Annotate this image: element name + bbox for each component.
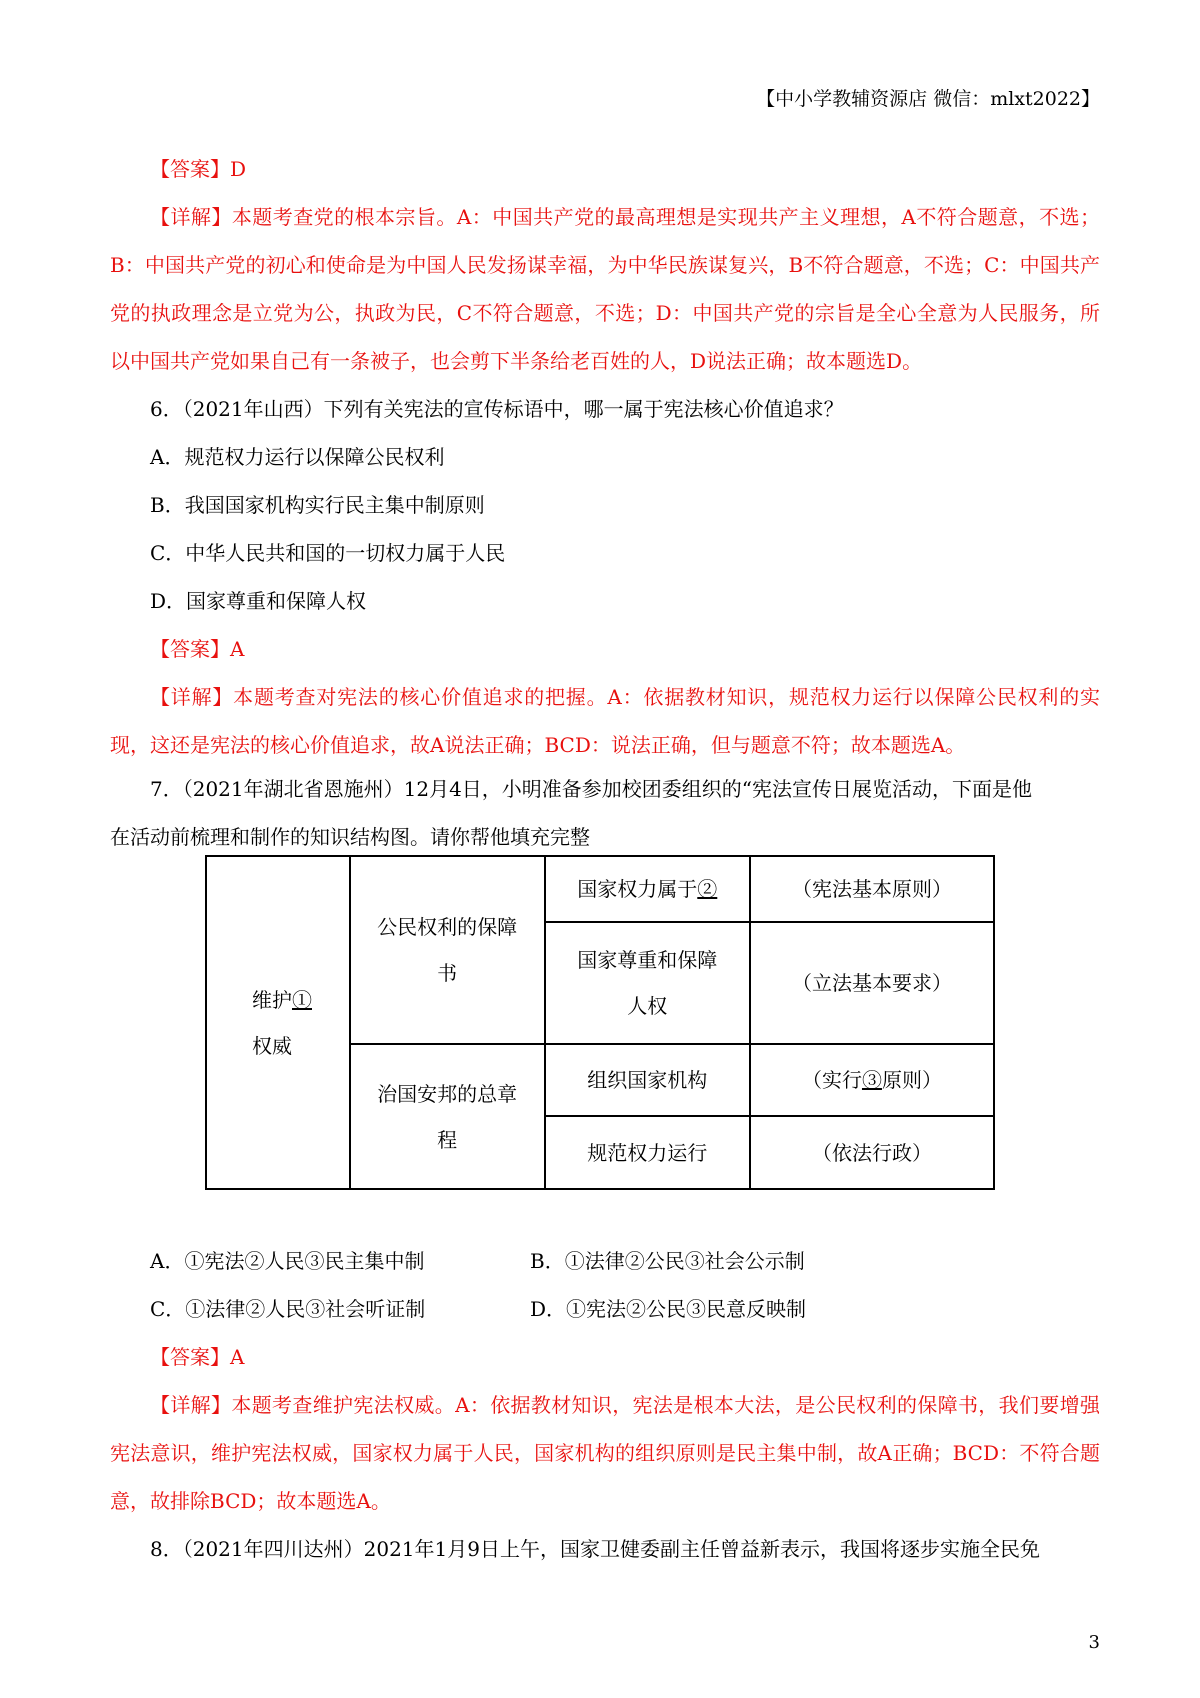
q6-option-c: C．中华人民共和国的一切权力属于人民	[150, 541, 506, 565]
q6-option-d: D．国家尊重和保障人权	[150, 589, 367, 613]
detail-tag: 【详解】	[150, 205, 232, 229]
detail-tag: 【详解】	[150, 685, 234, 709]
root-line1: 维护①	[252, 987, 312, 1012]
q7-stem-line1: 7．（2021年湖北省恩施州）12月4日，小明准备参加校团委组织的“宪法宣传日展览活动，下面是他	[150, 777, 1033, 801]
group-cell-1: 公民权利的保障书	[350, 856, 545, 1044]
row1-item: 国家权力属于②	[545, 856, 750, 922]
question-7-stem	[110, 765, 1100, 861]
q5-answer	[110, 145, 1100, 193]
answer-value: A	[230, 637, 245, 661]
q5-answer-block	[110, 145, 1100, 385]
q8-stem: 8．（2021年四川达州）2021年1月9日上午，国家卫健委副主任曾益新表示，我国将逐步实施全民免	[150, 1537, 1040, 1561]
row1-note: （宪法基本原则）	[750, 856, 994, 922]
answer-tag: 【答案】	[150, 157, 230, 181]
knowledge-structure-table	[205, 855, 995, 1190]
detail-text: 本题考查对宪法的核心价值追求的把握。A：依据教材知识，规范权力运行以保障公民权利的实现，这还是宪法的核心价值追求，故A说法正确；BCD：说法正确，但与题意不符；故本题选A。	[110, 685, 1101, 757]
answer-value: A	[230, 1345, 245, 1369]
q7-option-d: D．①宪法②公民③民意反映制	[530, 1297, 807, 1321]
answer-tag: 【答案】	[150, 637, 230, 661]
answer-tag: 【答案】	[150, 1345, 230, 1369]
root-line2: 权威	[252, 1033, 292, 1058]
row3-note: （实行③原则）	[750, 1044, 994, 1116]
blank-2: ②	[697, 877, 718, 901]
row2-note: （立法基本要求）	[750, 922, 994, 1044]
q7-detail	[110, 1381, 1100, 1525]
q7-answer	[110, 1333, 1100, 1381]
q7-option-c: C．①法律②人民③社会听证制	[150, 1297, 426, 1321]
q7-option-a: A．①宪法②人民③民主集中制	[150, 1249, 425, 1273]
q6-detail	[110, 673, 1100, 769]
page-number: 3	[1088, 1632, 1100, 1653]
row2-item: 国家尊重和保障人权	[545, 922, 750, 1044]
detail-text: 本题考查党的根本宗旨。A：中国共产党的最高理想是实现共产主义理想，A不符合题意，不选；B：中国共产党的初心和使命是为中国人民发扬谋幸福，为中华民族谋复兴，B不符合题意，不选；C：中国共产党的执政理念是立党为公，执政为民，C不符合题意，不选；D：中国共产党的宗旨是全心全意为人民服务，所以中国共产党如果自己有一条被子，也会剪下半条给老百姓的人，D说法正确；故本题选D。	[110, 205, 1101, 373]
question-6	[110, 385, 1100, 769]
q7-answer-block	[110, 1333, 1100, 1525]
group-cell-2: 治国安邦的总章程	[350, 1044, 545, 1189]
table-root-cell	[206, 856, 350, 1189]
row4-item: 规范权力运行	[545, 1116, 750, 1189]
blank-3: ③	[861, 1068, 882, 1092]
blank-1: ①	[292, 987, 312, 1012]
row3-item: 组织国家机构	[545, 1044, 750, 1116]
row4-note: （依法行政）	[750, 1116, 994, 1189]
q7-stem-line2: 在活动前梳理和制作的知识结构图。请你帮他填充完整	[110, 825, 590, 849]
page-header: 【中小学教辅资源店 微信：mlxt2022】	[756, 88, 1100, 110]
detail-text: 本题考查维护宪法权威。A：依据教材知识，宪法是根本大法，是公民权利的保障书，我们要增强宪法意识，维护宪法权威，国家权力属于人民，国家机构的组织原则是民主集中制，故A正确；BCD：不符合题意，故排除BCD；故本题选A。	[110, 1393, 1100, 1513]
q6-option-a: A．规范权力运行以保障公民权利	[150, 445, 445, 469]
q6-answer	[110, 625, 1100, 673]
q7-option-b: B．①法律②公民③社会公示制	[530, 1249, 805, 1273]
answer-value: D	[230, 157, 247, 181]
q6-stem: 6．（2021年山西）下列有关宪法的宣传标语中，哪一属于宪法核心价值追求？	[150, 397, 844, 421]
question-8	[110, 1525, 1100, 1573]
detail-tag: 【详解】	[150, 1393, 232, 1417]
q5-detail	[110, 193, 1100, 385]
q6-option-b: B．我国国家机构实行民主集中制原则	[150, 493, 485, 517]
